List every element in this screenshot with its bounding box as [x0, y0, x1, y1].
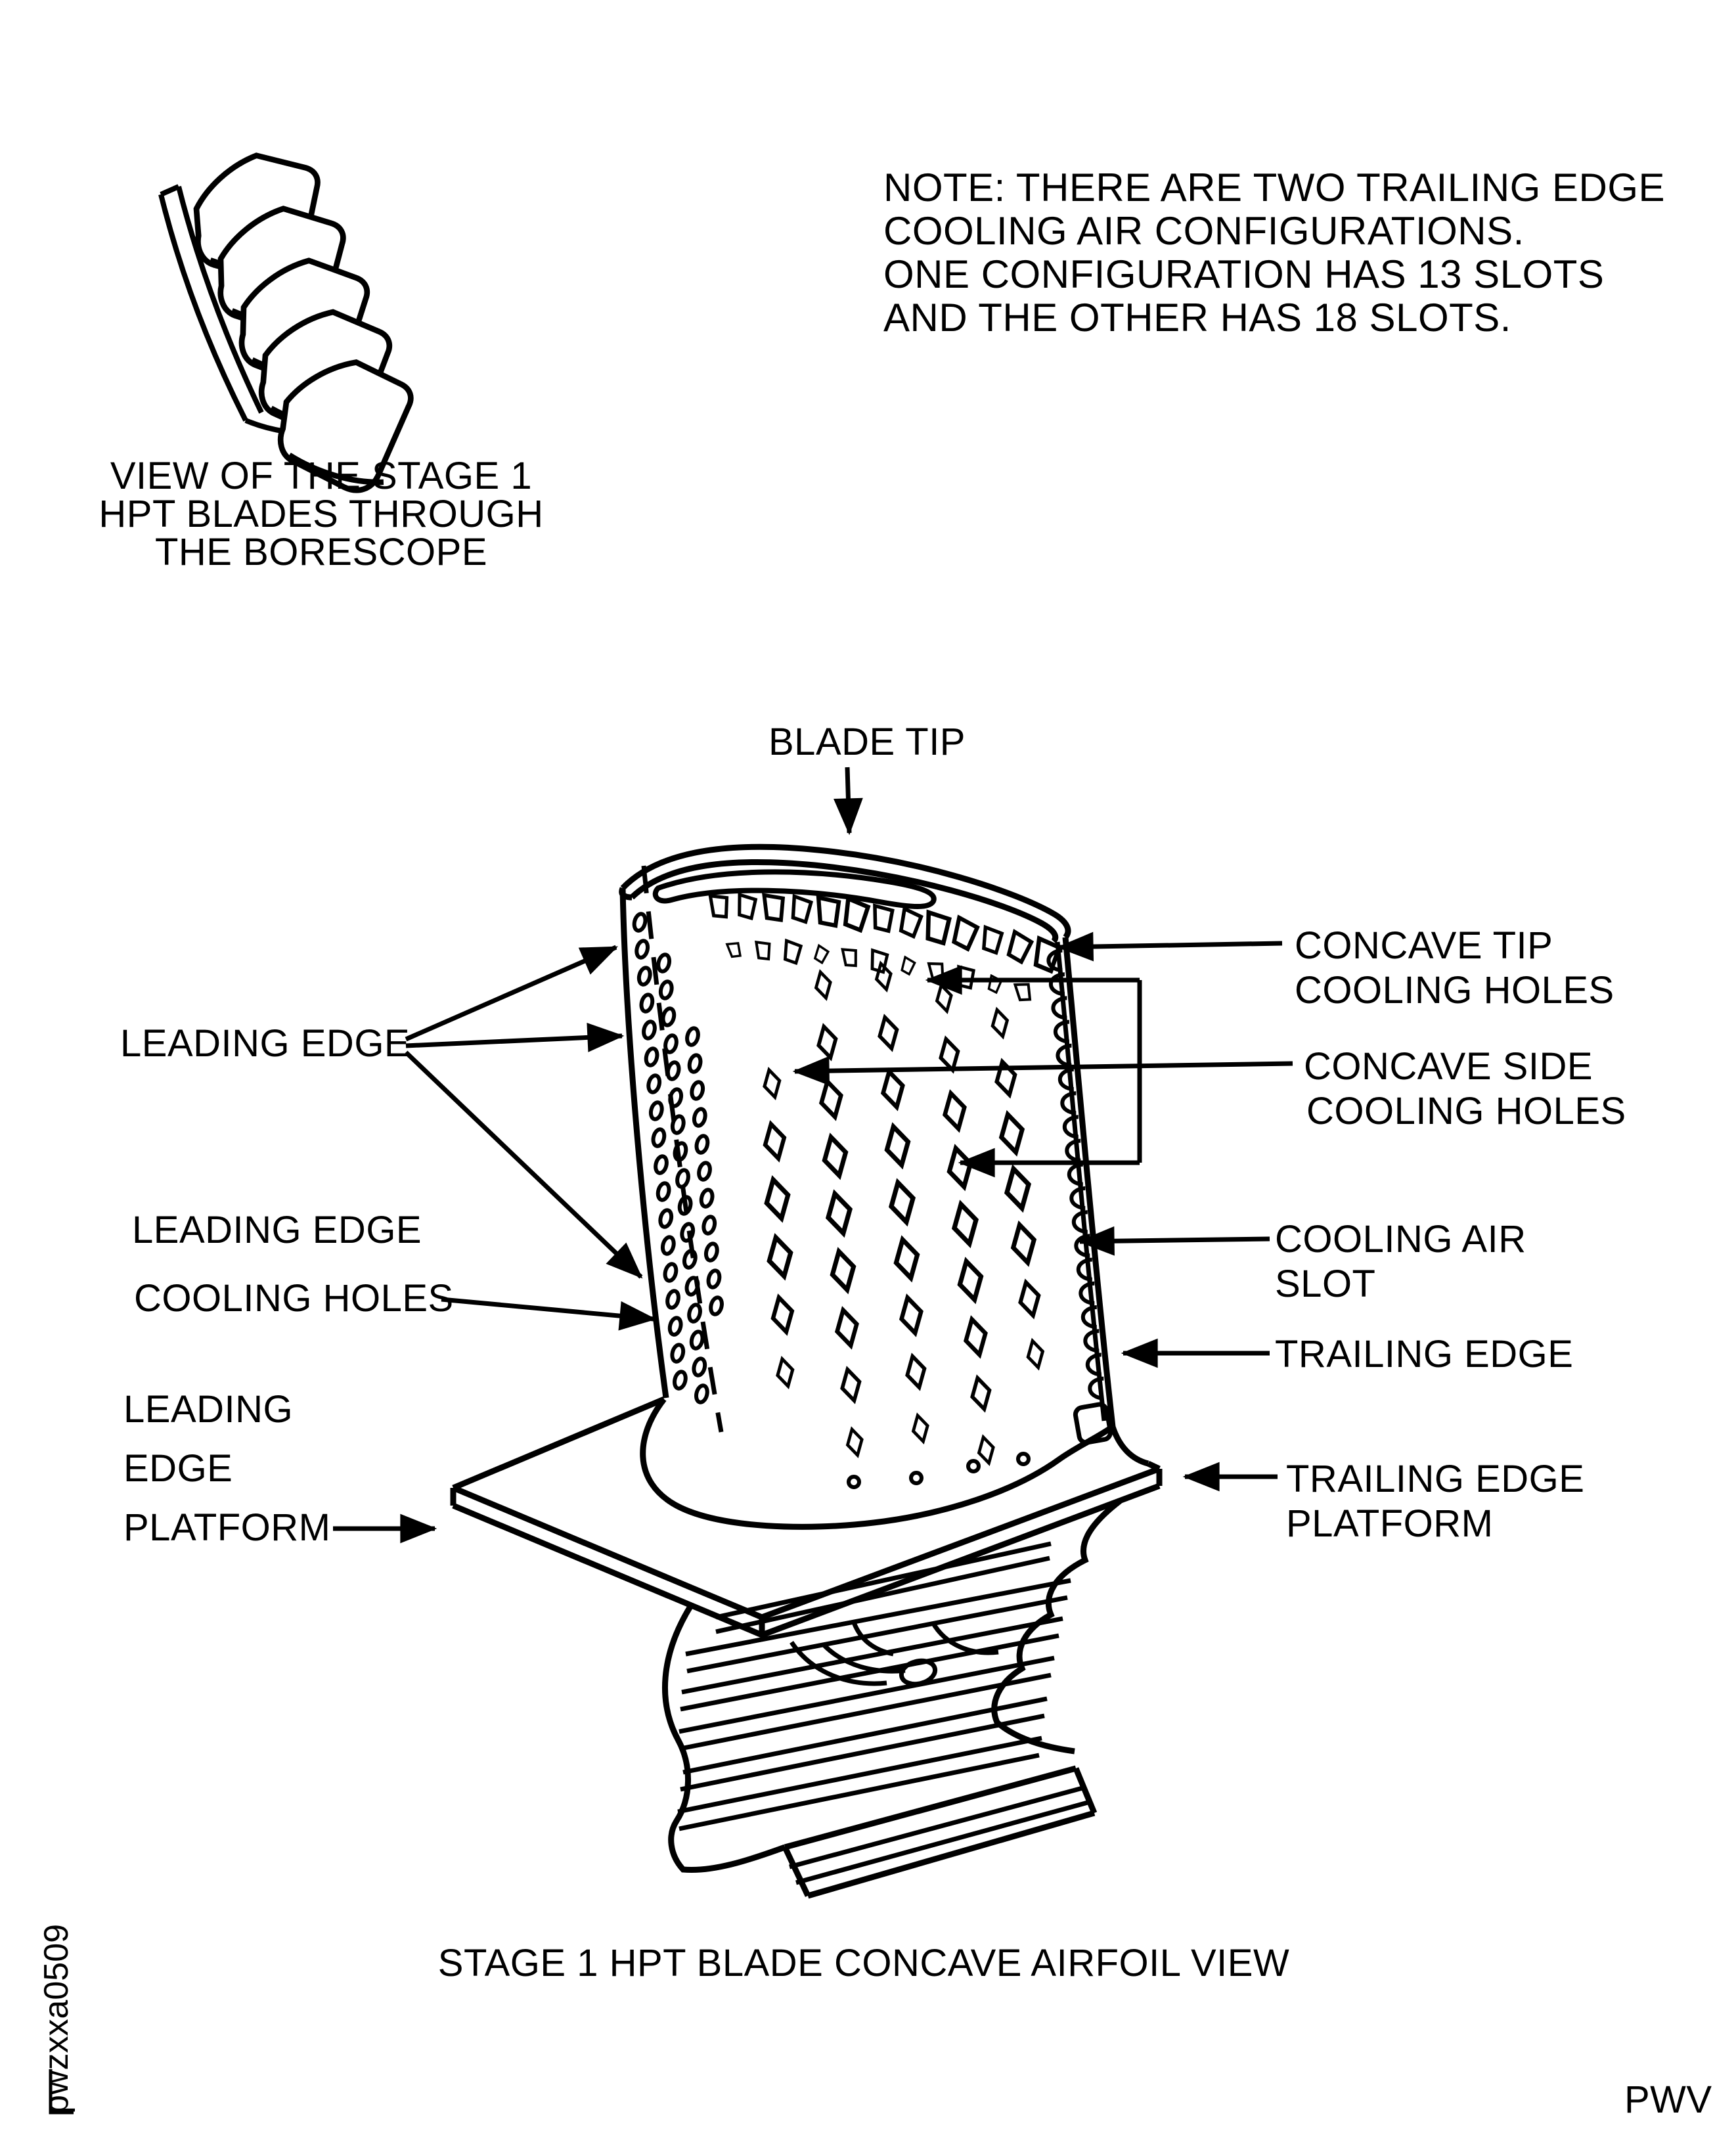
label-line: COOLING HOLES [1295, 969, 1614, 1012]
side-cooling-hole [813, 971, 833, 1000]
le-cooling-hole [642, 1020, 657, 1039]
borescope-rim-top [161, 187, 179, 194]
label-leading-edge: LEADING EDGE [120, 1022, 411, 1065]
inset-caption-line: VIEW OF THE STAGE 1 [110, 455, 533, 497]
le-cooling-hole [688, 1303, 702, 1322]
figure-caption: STAGE 1 HPT BLADE CONCAVE AIRFOIL VIEW [437, 1942, 1290, 1984]
annotation-leaders [333, 767, 1293, 1529]
root-base-block [785, 1768, 1094, 1896]
le-cooling-hole [633, 912, 647, 931]
side-cooling-hole [941, 1091, 968, 1131]
side-cooling-hole [874, 962, 893, 991]
note-line: COOLING AIR CONFIGURATIONS. [883, 209, 1525, 253]
stage1-hpt-blade-drawing [453, 847, 1159, 1896]
side-cooling-hole [945, 1146, 975, 1189]
side-cooling-hole [910, 1414, 930, 1443]
side-cooling-hole [962, 1317, 989, 1356]
side-cooling-hole [1025, 1339, 1046, 1369]
note-text [883, 166, 1665, 340]
le-cooling-hole [661, 1236, 675, 1255]
side-cooling-hole [1003, 1167, 1033, 1211]
le-cooling-hole [657, 953, 671, 972]
side-cooling-hole [883, 1125, 912, 1167]
side-cooling-hole [769, 1295, 795, 1333]
leader-leading-edge-cooling-holes [441, 1299, 654, 1319]
label-line: CONCAVE SIDE [1304, 1045, 1593, 1088]
le-cooling-hole [654, 1155, 669, 1174]
label-leading-edge-cooling-holes [132, 1209, 454, 1320]
tip-cooling-hole [791, 896, 812, 922]
label-line: COOLING AIR [1275, 1218, 1526, 1261]
side-cooling-hole [887, 1180, 918, 1224]
le-cooling-hole [676, 1169, 690, 1188]
side-cooling-hole [997, 1112, 1026, 1154]
label-line: CONCAVE TIP [1295, 924, 1553, 967]
side-cooling-hole [976, 1436, 996, 1465]
le-cooling-hole [694, 1384, 709, 1403]
label-trailing-edge-platform [1286, 1458, 1584, 1545]
figure-id-block [37, 1924, 76, 2114]
side-cooling-hole [898, 1295, 925, 1335]
tip-cooling-hole [710, 895, 728, 918]
note-line: AND THE OTHER HAS 18 SLOTS. [883, 296, 1511, 340]
side-cooling-hole [1017, 1280, 1042, 1317]
tip-cooling-hole [764, 895, 783, 920]
tip-cooling-hole [783, 941, 801, 963]
side-cooling-hole [990, 1008, 1010, 1038]
trailing-edge-slots [1048, 951, 1103, 1399]
le-cooling-hole [635, 939, 650, 958]
label-line: SLOT [1275, 1263, 1376, 1305]
borescope-inset [161, 149, 414, 495]
borescope-caption [99, 455, 543, 573]
side-cooling-hole [763, 1178, 792, 1221]
figure-id: pwzxxa0509 [37, 1923, 76, 2114]
tip-cooling-hole [981, 928, 1002, 953]
side-cooling-hole [969, 1376, 992, 1411]
label-line: PLATFORM [1286, 1502, 1494, 1545]
root-serration-line [678, 1738, 1042, 1812]
side-cooling-hole [1009, 1222, 1038, 1265]
note-line: NOTE: THERE ARE TWO TRAILING EDGE [883, 166, 1666, 210]
le-cooling-hole [668, 1316, 682, 1335]
label-line: COOLING HOLES [134, 1277, 454, 1320]
le-cooling-hole [649, 1101, 663, 1120]
tip-cooling-hole [951, 918, 979, 950]
inset-caption-line: HPT BLADES THROUGH [99, 493, 544, 535]
side-cooling-hole [934, 984, 954, 1013]
le-cooling-hole [652, 1128, 666, 1147]
tip-cooling-hole [957, 967, 973, 988]
le-cooling-hole [702, 1215, 717, 1234]
le-cooling-hole [700, 1188, 714, 1207]
platform-hole [911, 1473, 922, 1483]
le-cooling-hole [659, 1209, 673, 1228]
le-cooling-hole [695, 1134, 709, 1153]
side-cooling-hole [834, 1308, 860, 1347]
blade-root [665, 1501, 1120, 1896]
callout-labels [120, 721, 1626, 1549]
side-cooling-hole [879, 1069, 906, 1109]
side-cooling-hole [950, 1202, 981, 1246]
le-cooling-hole [656, 1182, 671, 1201]
side-cooling-hole [892, 1238, 922, 1280]
leader-concave-tip-cooling-holes [1059, 943, 1282, 947]
leader-leading-edge-3 [406, 1052, 641, 1277]
platform-front-top-edge [453, 1469, 1159, 1617]
label-blade-tip: BLADE TIP [768, 721, 966, 763]
side-cooling-hole [774, 1357, 795, 1387]
side-cooling-holes [761, 962, 1045, 1465]
side-cooling-hole [839, 1368, 862, 1402]
label-concave-side-cooling-holes [1304, 1045, 1626, 1132]
leader-concave-side-main [795, 1064, 1293, 1071]
le-cooling-hole [690, 1330, 704, 1349]
side-cooling-hole [904, 1355, 927, 1389]
label-concave-tip-cooling-holes [1295, 924, 1614, 1012]
le-cooling-hole [671, 1343, 685, 1362]
leading-edge-holes [633, 912, 723, 1403]
publisher-mark: PWV [1624, 2078, 1712, 2121]
side-cooling-hole [828, 1249, 858, 1292]
le-cooling-hole [644, 1047, 659, 1066]
label-line: PLATFORM [123, 1506, 331, 1549]
side-cooling-hole [761, 1068, 782, 1098]
blade-tip-cap [622, 847, 1068, 941]
platform-holes [849, 1454, 1029, 1487]
label-cooling-air-slot [1275, 1218, 1526, 1305]
side-cooling-hole [824, 1192, 855, 1236]
le-cooling-hole [704, 1242, 719, 1261]
le-cooling-hole [709, 1296, 724, 1315]
side-cooling-hole [761, 1122, 788, 1160]
side-cooling-hole [815, 1025, 839, 1060]
label-line: LEADING [123, 1388, 294, 1431]
platform-fillet-curve [643, 1399, 1113, 1527]
platform-hole [968, 1461, 979, 1471]
le-cooling-hole [692, 1108, 707, 1127]
tip-cooling-hole [900, 957, 915, 975]
base-inner-line [796, 1803, 1088, 1883]
le-cooling-hole [663, 1263, 678, 1282]
side-cooling-hole [876, 1016, 900, 1050]
side-cooling-hole [956, 1259, 985, 1302]
tip-cooling-hole [727, 941, 742, 958]
leader-blade-tip [847, 767, 849, 833]
le-cooling-hole [664, 1034, 679, 1053]
le-cooling-hole [637, 966, 652, 985]
leader-leading-edge-1 [406, 947, 616, 1039]
le-cooling-hole [692, 1357, 707, 1376]
label-line: TRAILING EDGE [1286, 1458, 1585, 1500]
tip-cooling-hole [899, 908, 922, 937]
platform-hole [849, 1477, 859, 1487]
label-trailing-edge: TRAILING EDGE [1275, 1333, 1574, 1376]
leader-cooling-air-slot [1080, 1239, 1270, 1242]
le-cooling-hole [688, 1054, 702, 1073]
root-serration-line [716, 1544, 1051, 1617]
le-cooling-hole [686, 1027, 700, 1046]
tip-cooling-hole [737, 895, 756, 918]
side-cooling-hole [765, 1236, 795, 1279]
le-cooling-hole [659, 980, 673, 999]
note-line: ONE CONFIGURATION HAS 13 SLOTS [883, 252, 1605, 296]
le-cooling-hole [640, 993, 654, 1012]
trailing-edge-base [1113, 1427, 1148, 1464]
le-cooling-hole [666, 1289, 680, 1309]
le-cooling-hole [673, 1370, 687, 1389]
label-leading-edge-platform [123, 1388, 331, 1549]
le-cooling-hole [669, 1088, 683, 1107]
label-line: COOLING HOLES [1306, 1090, 1626, 1132]
tip-cooling-hole [1015, 982, 1031, 1002]
tip-cooling-hole [843, 948, 858, 967]
side-cooling-hole [845, 1428, 864, 1457]
leader-leading-edge-2 [406, 1036, 622, 1046]
label-line: LEADING EDGE [132, 1209, 422, 1251]
tip-cooling-hole [813, 945, 829, 963]
platform-back-edge [453, 1399, 664, 1488]
tip-cooling-hole [925, 912, 950, 943]
tip-cooling-hole [842, 899, 868, 931]
le-cooling-hole [661, 1007, 676, 1026]
side-cooling-hole [820, 1135, 850, 1178]
inset-caption-line: THE BORESCOPE [154, 531, 488, 573]
tip-cooling-hole [1006, 932, 1033, 963]
le-cooling-hole [682, 1249, 697, 1268]
tip-cooling-hole [873, 906, 893, 931]
le-cooling-hole [690, 1081, 705, 1100]
label-line: EDGE [123, 1447, 233, 1490]
le-cooling-hole [698, 1161, 712, 1180]
root-serration-line [680, 1716, 1044, 1789]
base-left-face [785, 1847, 808, 1896]
le-cooling-hole [707, 1269, 721, 1288]
tip-cooling-hole [756, 941, 770, 960]
platform-hole [1018, 1454, 1029, 1464]
tip-cooling-hole [818, 897, 839, 926]
side-cooling-hole [818, 1079, 845, 1119]
le-cooling-hole [647, 1074, 661, 1093]
side-cooling-hole [993, 1060, 1019, 1096]
